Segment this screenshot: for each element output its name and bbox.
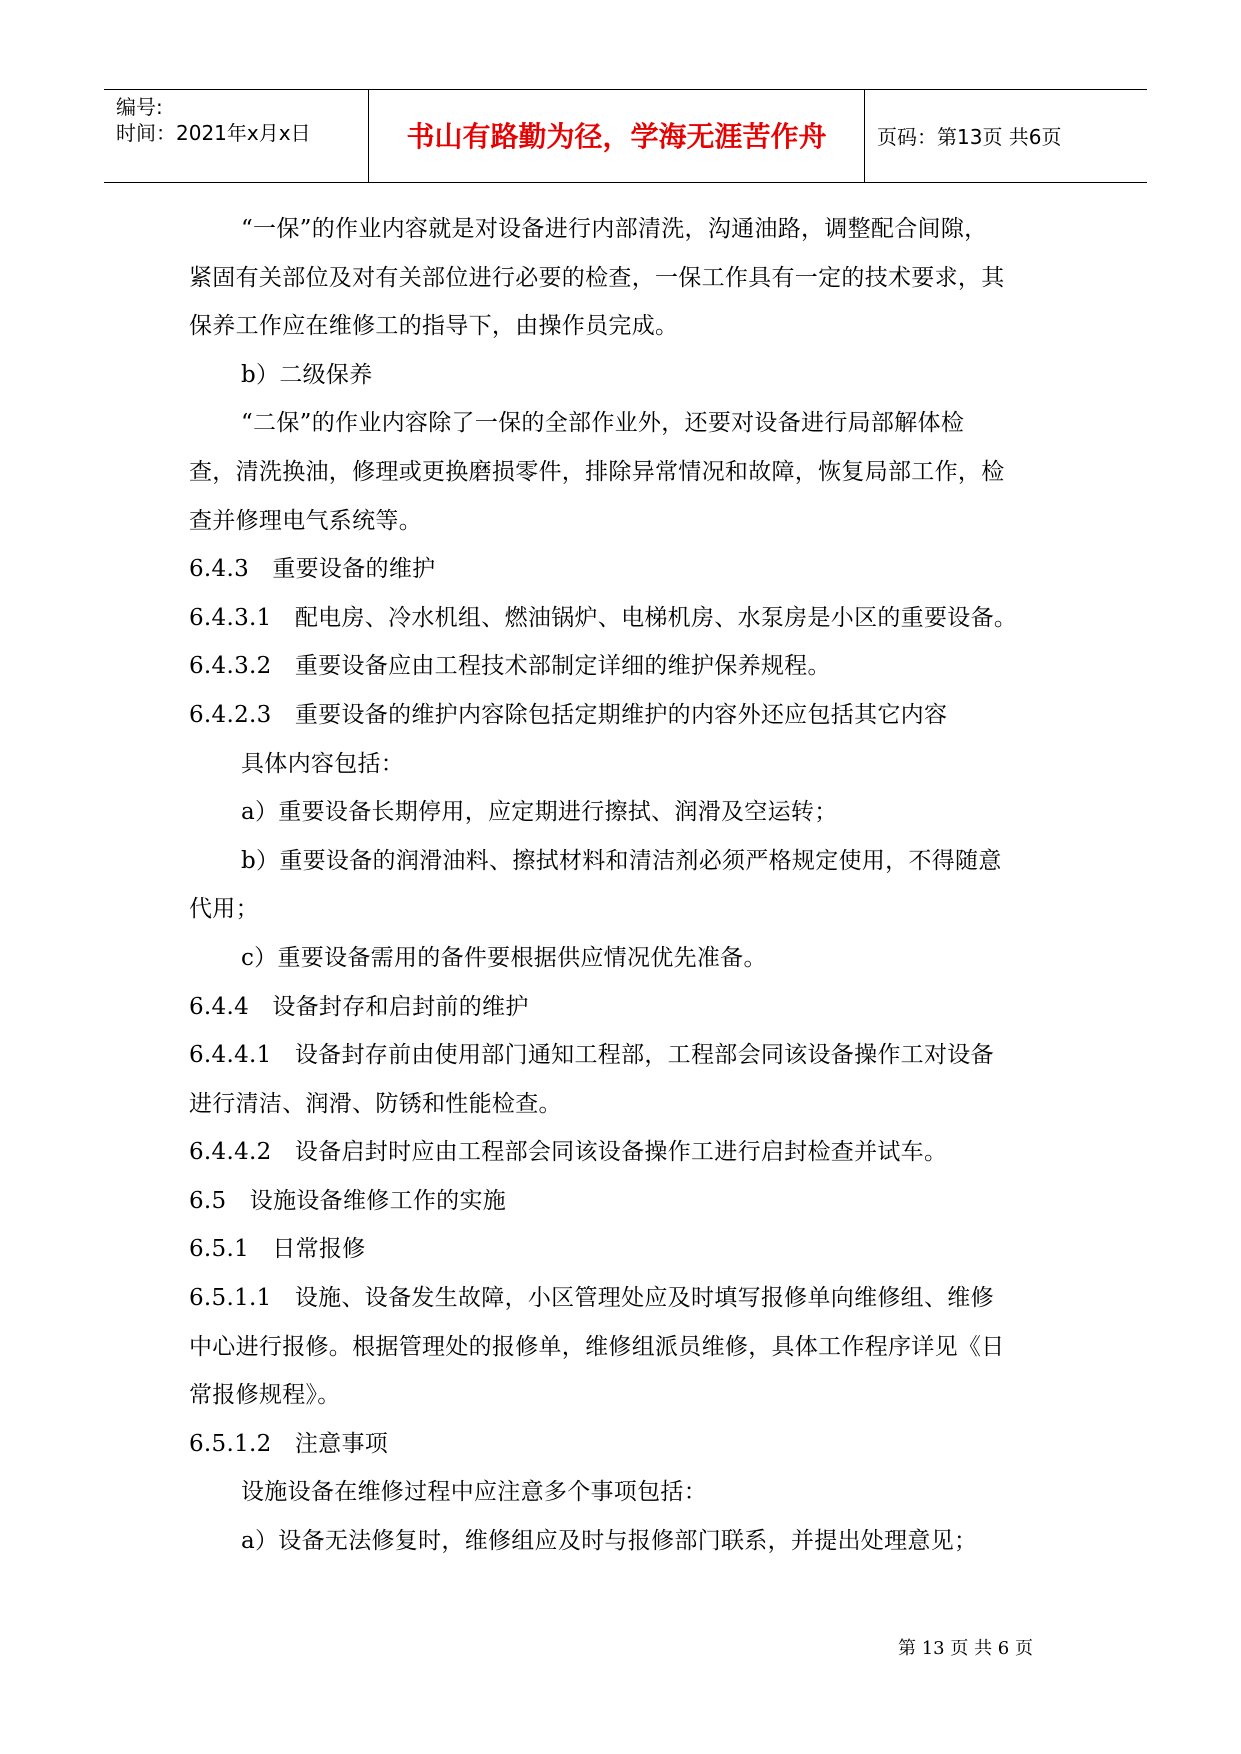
- body-line: a）重要设备长期停用，应定期进行擦拭、润滑及空运转；: [241, 799, 838, 826]
- body-line: “一保”的作业内容就是对设备进行内部清洗，沟通油路，调整配合间隙，: [241, 216, 988, 242]
- body-line: 6.4.4.1 设备封存前由使用部门通知工程部，工程部会同该设备操作工对设备: [189, 1042, 994, 1069]
- body-line: 紧固有关部位及对有关部位进行必要的检查，一保工作具有一定的技术要求，其: [189, 264, 1005, 291]
- body-line: 查，清洗换油，修理或更换磨损零件，排除异常情况和故障，恢复局部工作，检: [189, 458, 1005, 485]
- body-line: 6.4.4.2 设备启封时应由工程部会同该设备操作工进行启封检查并试车。: [189, 1139, 948, 1166]
- body-line: 具体内容包括：: [241, 750, 405, 777]
- header-motto: 书山有路勤为径，学海无涯苦作舟: [406, 120, 827, 153]
- body-line: 6.4.2.3 重要设备的维护内容除包括定期维护的内容外还应包括其它内容: [189, 701, 948, 728]
- body-line: 6.4.3.1 配电房、冷水机组、燃油锅炉、电梯机房、水泵房是小区的重要设备。: [189, 604, 1018, 631]
- body-line: 保养工作应在维修工的指导下，由操作员完成。: [189, 313, 679, 340]
- header-left-cell: [104, 90, 369, 182]
- body-line: 进行清洁、润滑、防锈和性能检查。: [189, 1090, 562, 1117]
- body-line: 6.4.4 设备封存和启封前的维护: [189, 993, 529, 1020]
- body-line: 6.5.1.2 注意事项: [189, 1430, 389, 1457]
- body-line: 6.5.1 日常报修: [189, 1236, 366, 1263]
- body-line: 6.4.3 重要设备的维护: [189, 556, 436, 583]
- body-line: 6.4.3.2 重要设备应由工程技术部制定详细的维护保养规程。: [189, 653, 831, 680]
- body-line: “二保”的作业内容除了一保的全部作业外，还要对设备进行局部解体检: [241, 410, 965, 437]
- header-right-cell: [865, 90, 1147, 182]
- body-line: 查并修理电气系统等。: [189, 507, 422, 534]
- body-line: c）重要设备需用的备件要根据供应情况优先准备。: [241, 944, 767, 971]
- document-time-label: 时间：2021年x月x日: [116, 121, 311, 145]
- body-line: 6.5.1.1 设施、设备发生故障，小区管理处应及时填写报修单向维修组、维修: [189, 1285, 994, 1312]
- document-number-label: 编号:: [116, 95, 163, 119]
- body-line: 6.5 设施设备维修工作的实施: [189, 1187, 507, 1214]
- header-center-cell: [369, 90, 865, 182]
- document-body: [189, 205, 1069, 1566]
- header-page-info: 页码：第13页 共6页: [877, 125, 1062, 149]
- body-line: 中心进行报修。根据管理处的报修单，维修组派员维修，具体工作程序详见《日: [189, 1333, 1005, 1360]
- page-footer: 第 13 页 共 6 页: [898, 1638, 1033, 1659]
- body-line: 设施设备在维修过程中应注意多个事项包括：: [241, 1479, 707, 1506]
- body-line: a）设备无法修复时，维修组应及时与报修部门联系，并提出处理意见；: [241, 1528, 978, 1555]
- body-line: b）重要设备的润滑油料、擦拭材料和清洁剂必须严格规定使用，不得随意: [241, 847, 1002, 874]
- header-table: [104, 89, 1147, 183]
- body-line: 代用；: [189, 896, 259, 923]
- body-line: 常报修规程》。: [189, 1382, 341, 1409]
- body-line: b）二级保养: [241, 361, 373, 388]
